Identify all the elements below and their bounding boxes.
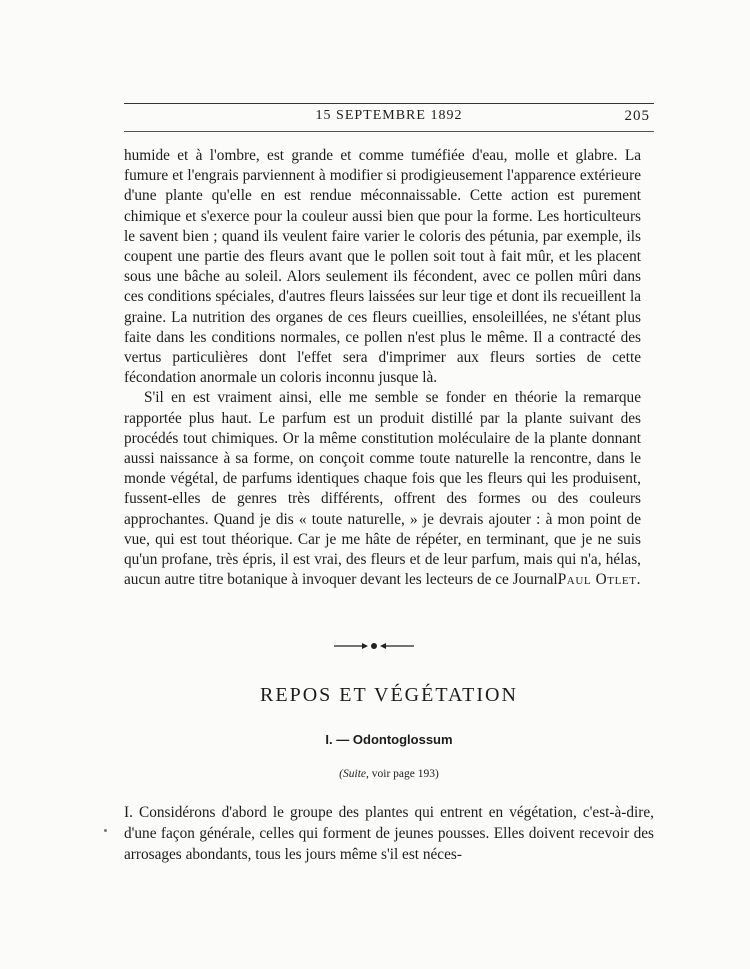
author-signature: Paul Otlet. bbox=[557, 571, 641, 589]
header-rule-bottom bbox=[124, 131, 654, 132]
article-title: REPOS ET VÉGÉTATION bbox=[260, 684, 518, 706]
issue-date: 15 SEPTEMBRE 1892 bbox=[315, 108, 463, 123]
paragraph: humide et à l'ombre, est grande et comme tuméfiée d'eau, molle et glabre. La fumure et l'engrais parviennent à modifier si prodigieusement l'apparence extérieure d'une plante qu'elle en est rendue méconnaissable. Cette action est purement chimique et s'exerce pour la couleur aussi bien que pour la forme. Les horticulteurs le savent bien ; quand ils veulent faire varier le coloris des pétunia, par exemple, ils coupent une partie des fleurs avant que le pollen soit tout à fait mûr, et les placent sous une bâche au soleil. Alors seulement ils fécondent, avec ce pollen mûri dans ces conditions spéciales, d'autres fleurs laissées sur leur tige et dont ils recueillent la graine. La nutrition des organes de ces fleurs cueillies, ensoleillées, ne s'étant plus faite dans les conditions normales, ce pollen n'est plus le même. Il a contracté des vertus particulières dont l'effet sera d'imprimer aux fleurs sorties de cette fécondation anormale un coloris inconnu jusque là. bbox=[124, 147, 641, 387]
subsection-number: I. — bbox=[325, 732, 350, 747]
page-number: 205 bbox=[624, 108, 650, 124]
note-italic: (Suite, bbox=[339, 768, 369, 780]
section-divider-ornament bbox=[334, 640, 414, 652]
subsection-heading bbox=[124, 732, 654, 747]
subsection-title: Odontoglossum bbox=[352, 732, 453, 747]
paragraph-text: S'il en est vraiment ainsi, elle me semble se fonder en théorie la remarque rapportée plus haut. Le parfum est un produit distillé par la plante suivant des procédés tout chimiques. Or la même constitution moléculaire de la plante donnant aussi naissance à sa forme, on conçoit comme toute naturelle la rencontre, dans le monde végétal, de parfums identiques chaque fois que les fleurs qui les produisent, fussent-elles de genres très différents, offrent des formes ou des couleurs approchantes. Quand je dis « toute naturelle, » je devrais ajouter : à mon point de vue, qui est tout théorique. Car je me hâte de répéter, en terminant, que je ne suis qu'un profane, très épris, il est vrai, des fleurs et de leur parfum, mais qui n'a, hélas, aucun autre titre botanique à invoquer devant les lecteurs de ce Journal. bbox=[124, 389, 641, 589]
running-head bbox=[124, 108, 654, 128]
article-continuation bbox=[124, 146, 641, 590]
article-body bbox=[124, 802, 654, 865]
continuation-note bbox=[124, 768, 654, 780]
note-reference: voir page 193) bbox=[371, 768, 439, 780]
paragraph: I. Considérons d'abord le groupe des plantes qui entrent en végétation, c'est-à-dire, d'une façon générale, celles qui forment de jeunes pousses. Elles doivent recevoir des arrosages abondants, tous les jours même s'il est néces- bbox=[124, 804, 654, 863]
header-rule-top bbox=[124, 103, 654, 104]
paragraph bbox=[124, 388, 641, 590]
scan-speck bbox=[104, 829, 107, 832]
